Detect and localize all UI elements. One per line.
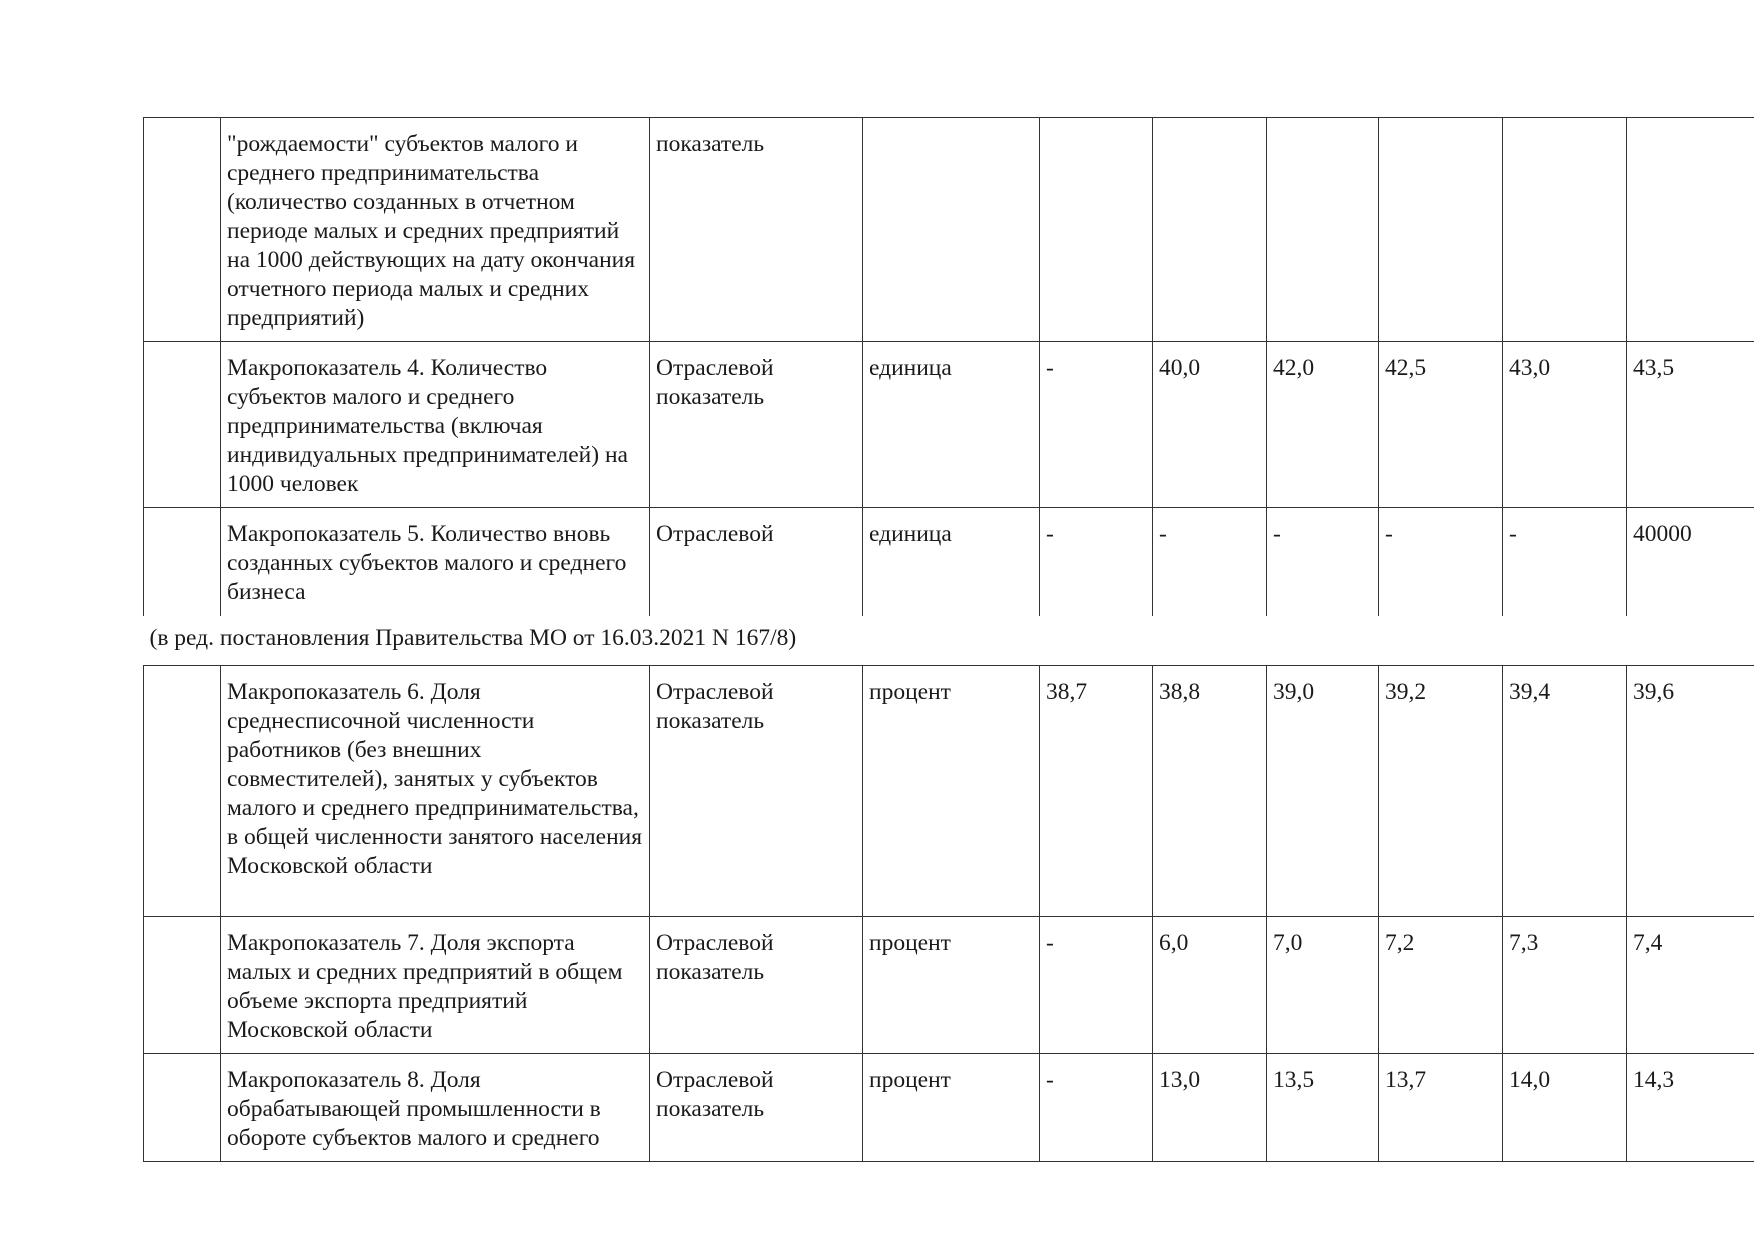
- table-row: [144, 666, 1754, 917]
- value-cell: [1153, 118, 1267, 342]
- unit-cell: [863, 118, 1040, 342]
- value-cell: -: [1267, 508, 1379, 616]
- value-cell: [1627, 118, 1754, 342]
- amendment-note-row: [144, 616, 1754, 666]
- indicator-type-cell: Отраслевой: [650, 508, 863, 616]
- value-cell: [1503, 118, 1627, 342]
- indicator-type-cell: Отраслевой показатель: [650, 1054, 863, 1162]
- table-row: [144, 508, 1754, 616]
- value-cell: 39,0: [1267, 666, 1379, 917]
- value-cell: 43,5: [1627, 342, 1754, 508]
- row-number-cell: [144, 1054, 221, 1162]
- row-number-cell: [144, 508, 221, 616]
- value-cell: 42,5: [1379, 342, 1503, 508]
- value-cell: 13,7: [1379, 1054, 1503, 1162]
- unit-cell: единица: [863, 342, 1040, 508]
- value-cell: 7,4: [1627, 917, 1754, 1054]
- value-cell: 39,2: [1379, 666, 1503, 917]
- value-cell: 7,3: [1503, 917, 1627, 1054]
- indicator-name-cell: Макропоказатель 5. Количество вновь созданных субъектов малого и среднего бизнеса: [221, 508, 650, 616]
- value-cell: 40,0: [1153, 342, 1267, 508]
- value-cell: 39,4: [1503, 666, 1627, 917]
- value-cell: 7,0: [1267, 917, 1379, 1054]
- value-cell: -: [1040, 1054, 1153, 1162]
- amendment-note: (в ред. постановления Правительства МО от 16.03.2021 N 167/8): [144, 616, 1754, 666]
- indicators-table-container: [143, 117, 1754, 1162]
- unit-cell: процент: [863, 917, 1040, 1054]
- value-cell: 13,5: [1267, 1054, 1379, 1162]
- indicator-name-cell: Макропоказатель 4. Количество субъектов малого и среднего предпринимательства (включая индивидуальных предпринимателей) на 1000 человек: [221, 342, 650, 508]
- value-cell: 39,6: [1627, 666, 1754, 917]
- row-number-cell: [144, 666, 221, 917]
- indicator-type-cell: показатель: [650, 118, 863, 342]
- value-cell: 38,8: [1153, 666, 1267, 917]
- indicator-name-cell: Макропоказатель 6. Доля среднесписочной численности работников (без внешних совместителей), занятых у субъектов малого и среднего предпринимательства, в общей численности занятого населения Московской области: [221, 666, 650, 917]
- value-cell: 40000: [1627, 508, 1754, 616]
- unit-cell: процент: [863, 1054, 1040, 1162]
- value-cell: -: [1040, 342, 1153, 508]
- value-cell: -: [1040, 508, 1153, 616]
- value-cell: -: [1503, 508, 1627, 616]
- value-cell: -: [1153, 508, 1267, 616]
- row-number-cell: [144, 917, 221, 1054]
- table-row: [144, 917, 1754, 1054]
- value-cell: 43,0: [1503, 342, 1627, 508]
- indicator-name-cell: Макропоказатель 7. Доля экспорта малых и средних предприятий в общем объеме экспорта предприятий Московской области: [221, 917, 650, 1054]
- table-row: [144, 118, 1754, 342]
- value-cell: [1040, 118, 1153, 342]
- value-cell: -: [1040, 917, 1153, 1054]
- indicator-type-cell: Отраслевой показатель: [650, 342, 863, 508]
- value-cell: [1267, 118, 1379, 342]
- value-cell: -: [1379, 508, 1503, 616]
- value-cell: 42,0: [1267, 342, 1379, 508]
- row-number-cell: [144, 118, 221, 342]
- unit-cell: единица: [863, 508, 1040, 616]
- indicator-type-cell: Отраслевой показатель: [650, 917, 863, 1054]
- unit-cell: процент: [863, 666, 1040, 917]
- value-cell: 6,0: [1153, 917, 1267, 1054]
- value-cell: 38,7: [1040, 666, 1153, 917]
- value-cell: 14,0: [1503, 1054, 1627, 1162]
- value-cell: 7,2: [1379, 917, 1503, 1054]
- indicator-name-cell: "рождаемости" субъектов малого и среднего предпринимательства (количество созданных в отчетном периоде малых и средних предприятий на 1000 действующих на дату окончания отчетного периода малых и средних предприятий): [221, 118, 650, 342]
- indicator-type-cell: Отраслевой показатель: [650, 666, 863, 917]
- value-cell: 13,0: [1153, 1054, 1267, 1162]
- table-row: [144, 342, 1754, 508]
- value-cell: [1379, 118, 1503, 342]
- value-cell: 14,3: [1627, 1054, 1754, 1162]
- row-number-cell: [144, 342, 221, 508]
- table-row: [144, 1054, 1754, 1162]
- indicator-name-cell: Макропоказатель 8. Доля обрабатывающей промышленности в обороте субъектов малого и среднего: [221, 1054, 650, 1162]
- indicators-table: [143, 117, 1754, 1162]
